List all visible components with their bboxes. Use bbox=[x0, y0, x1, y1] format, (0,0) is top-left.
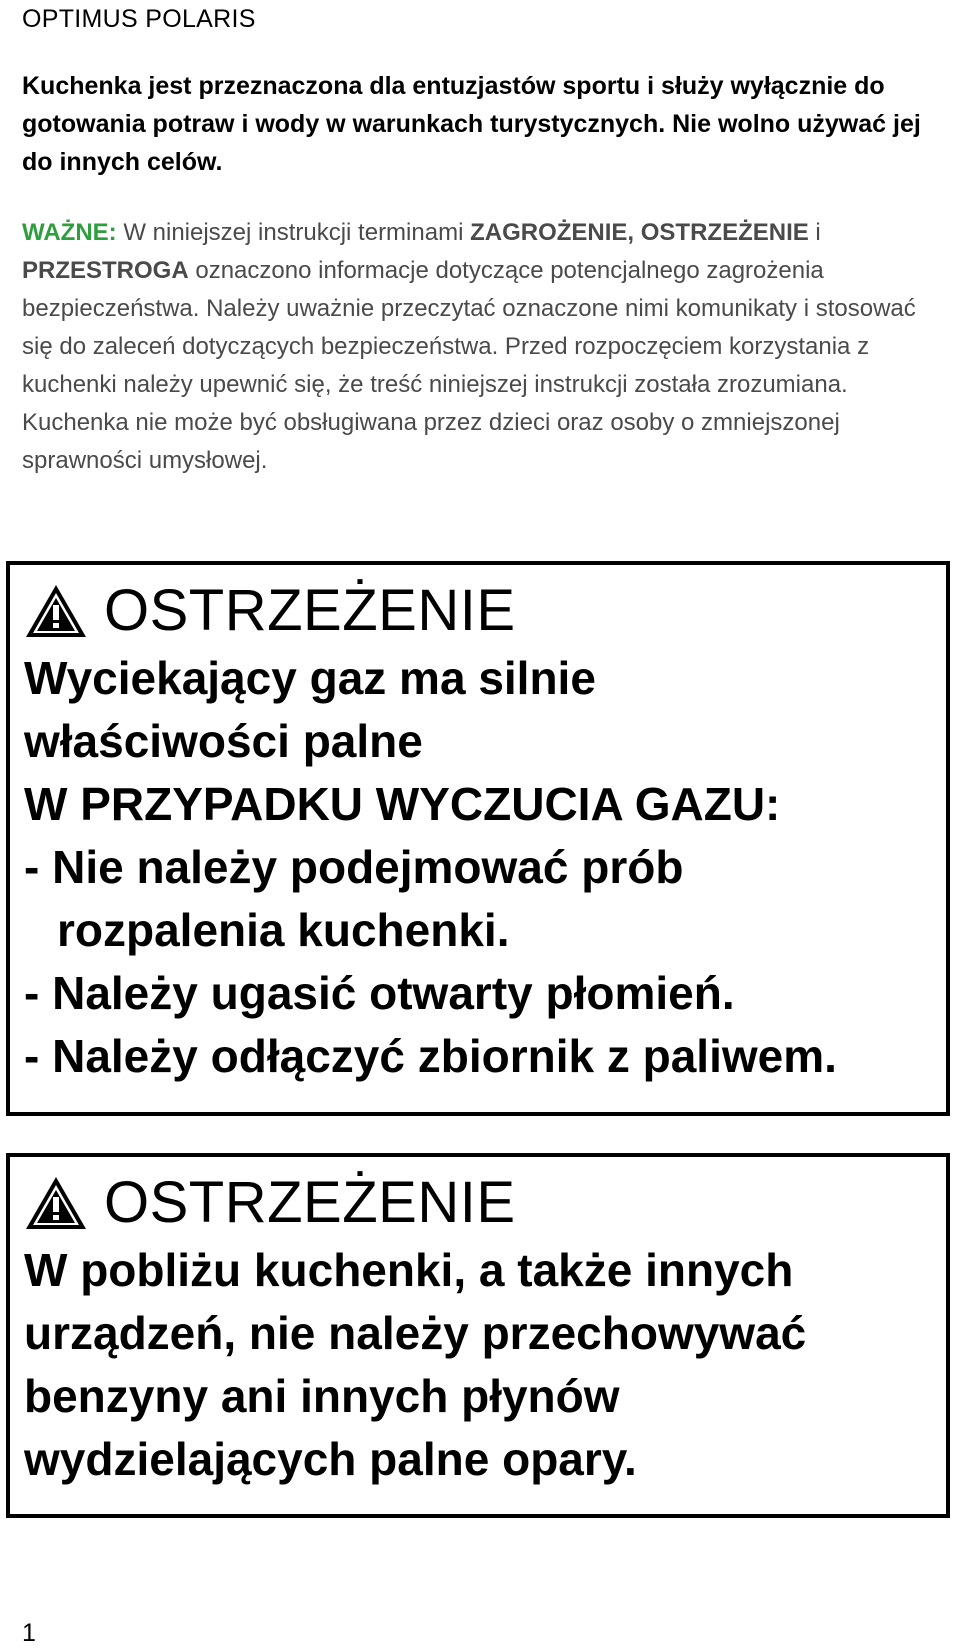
warning-line: - Należy ugasić otwarty płomień. bbox=[24, 967, 735, 1019]
page-number: 1 bbox=[22, 1619, 36, 1647]
warning-line: urządzeń, nie należy przechowywać bbox=[24, 1307, 807, 1359]
warning-box-flammable-storage bbox=[6, 1153, 950, 1518]
warning-line: rozpalenia kuchenki. bbox=[57, 904, 510, 956]
brand-title: OPTIMUS POLARIS bbox=[22, 5, 256, 33]
important-term-1: ZAGROŻENIE, OSTRZEŻENIE bbox=[470, 219, 809, 246]
warning-line: benzyny ani innych płynów bbox=[24, 1370, 620, 1422]
warning-line: wydzielających palne opary. bbox=[24, 1433, 637, 1485]
important-term-2: PRZESTROGA bbox=[22, 257, 189, 284]
warning-line: - Nie należy podejmować prób bbox=[24, 841, 684, 893]
warning-box-gas-leak bbox=[6, 561, 950, 1116]
warning-line: W pobliżu kuchenki, a także innych bbox=[24, 1244, 794, 1296]
warning-line: właściwości palne bbox=[24, 715, 423, 767]
important-text-1: W niniejszej instrukcji terminami bbox=[116, 219, 471, 246]
warning-line: W PRZYPADKU WYCZUCIA GAZU: bbox=[24, 778, 781, 830]
warning-title: OSTRZEŻENIE bbox=[104, 1170, 516, 1235]
warning-header bbox=[24, 575, 946, 647]
important-label: WAŻNE: bbox=[22, 219, 117, 246]
important-text-3: oznaczono informacje dotyczące potencjalnego zagrożenia bezpieczeństwa. Należy uważnie przeczytać oznaczone nimi komunikaty i stosować się do zaleceń dotyczących bezpieczeństwa. Przed rozpoczęciem korzystania z kuchenki należy upewnić się, że treść niniejszej instrukcji została zrozumiana. Kuchenka nie może być obsługiwana przez dzieci oraz osoby o zmniejszonej sprawności umysłowej. bbox=[22, 257, 916, 474]
important-text-2: i bbox=[808, 219, 821, 246]
important-paragraph bbox=[22, 214, 937, 480]
intro-paragraph: Kuchenka jest przeznaczona dla entuzjastów sportu i służy wyłącznie do gotowania potraw i wody w warunkach turystycznych. Nie wolno używać jej do innych celów. bbox=[22, 72, 921, 176]
warning-title: OSTRZEŻENIE bbox=[104, 578, 516, 643]
warning-header bbox=[24, 1167, 946, 1239]
warning-triangle-icon bbox=[24, 583, 88, 639]
warning-line: Wyciekający gaz ma silnie bbox=[24, 652, 596, 704]
warning-triangle-icon bbox=[24, 1175, 88, 1231]
warning-line: - Należy odłączyć zbiornik z paliwem. bbox=[24, 1030, 837, 1082]
